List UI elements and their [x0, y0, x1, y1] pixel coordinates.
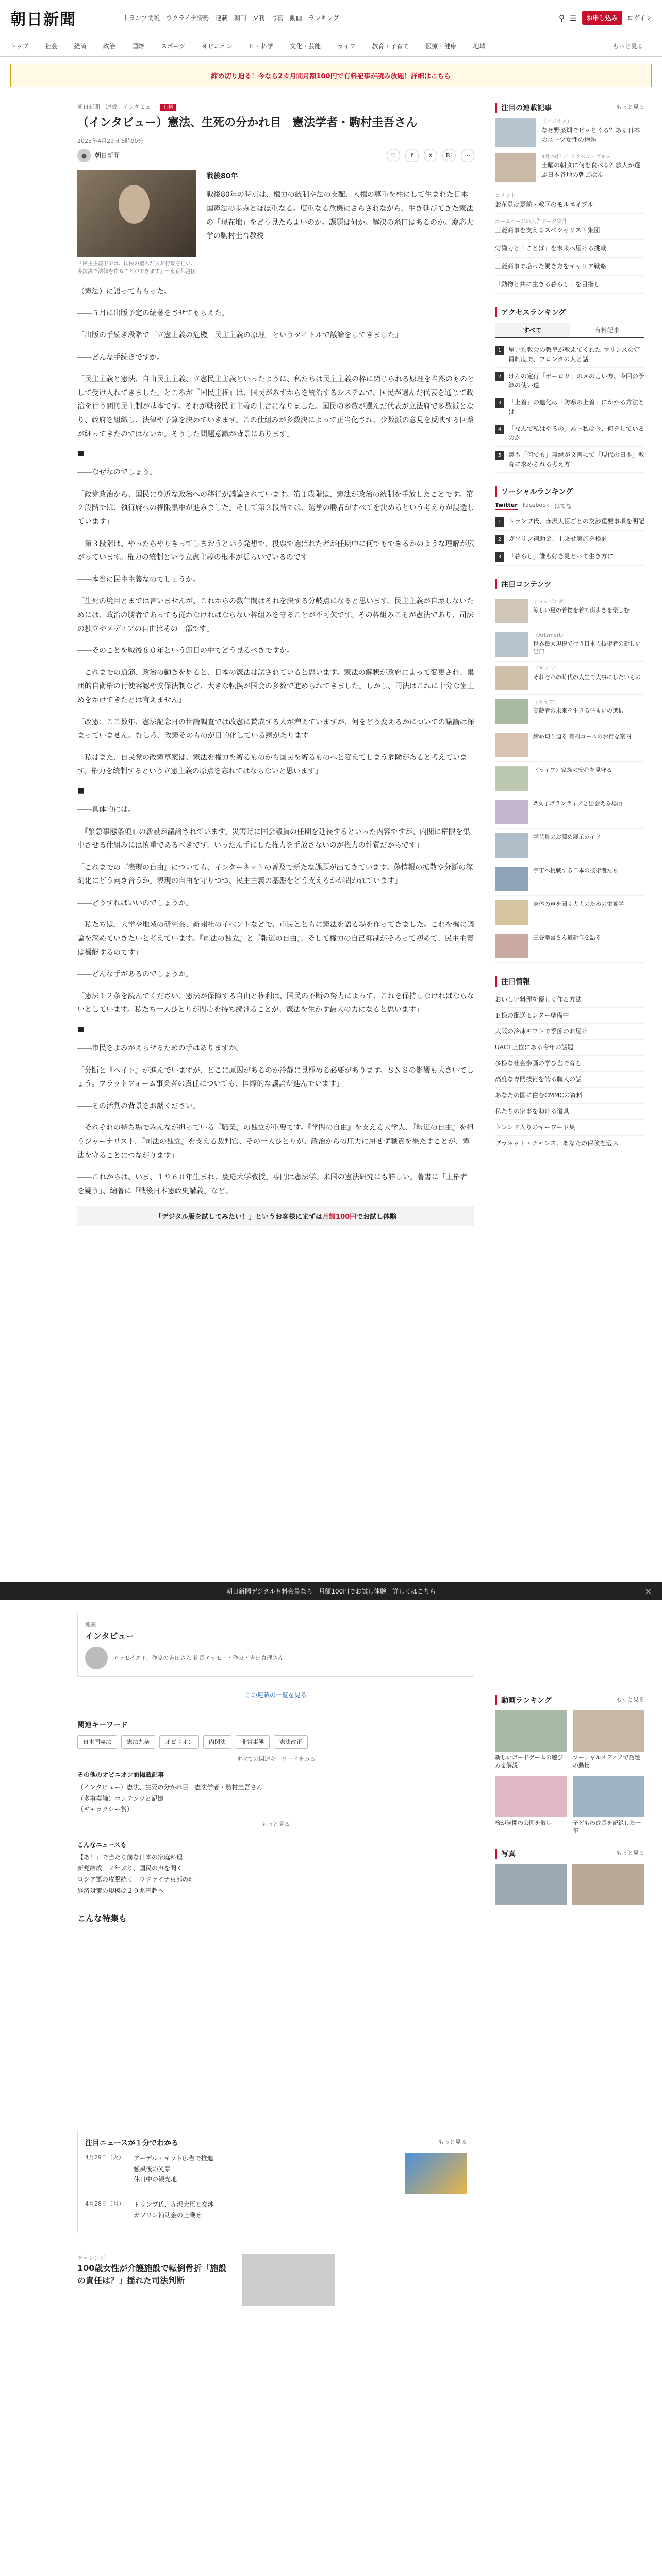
nav-item[interactable]: トップ [10, 43, 29, 50]
content-thumbnail[interactable] [495, 800, 528, 824]
featured-thumbnail[interactable] [495, 118, 536, 147]
content-title[interactable]: 〈ライフ〉家族の安心を見守る [533, 767, 613, 773]
social-item[interactable] [495, 531, 644, 548]
recommend-heading: こんなニュースも [77, 1841, 127, 1849]
content-thumbnail[interactable] [495, 632, 528, 657]
article-paragraph: 「これまでの道筋、政治の動きを見ると、日本の憲法は試されていると思います。憲法の解釈が政府によって変更され、集団的自衛権の行使容認や安保法制など、大きな転換が国会の多数で進められてきました。しかし、司法はこれに十分な歯止めをかけてきたとは言えません」 [77, 668, 474, 704]
notice-item[interactable]: UAC1上位にある今年の話題 [495, 1040, 644, 1056]
notice-item[interactable]: あなたの国に住むCMMCの資料 [495, 1088, 644, 1104]
sidebar-news-item[interactable] [495, 214, 644, 240]
content-thumbnail[interactable] [495, 599, 528, 623]
video-title[interactable]: ソーシャルメディアで話題の動物 [573, 1754, 640, 1769]
header-link[interactable]: トランプ関税 [123, 14, 160, 22]
section-separator: ■ [77, 1025, 85, 1034]
news-day: 4月28日（月） [85, 2200, 124, 2208]
featured-item[interactable] [495, 118, 644, 147]
content-title[interactable]: #女子ボランティアと出会える場所 [533, 800, 623, 807]
news-kicker: コメント [495, 193, 516, 199]
one-minute-news [77, 2130, 474, 2233]
series-author-text: エッセイスト、作家の吉田さん 社長エッセー・作家・吉田真理さん [113, 1655, 284, 1662]
video-ranking [495, 1695, 644, 1835]
video-item[interactable] [573, 1776, 644, 1835]
article-paragraph: ――どんな手続きですか。 [77, 353, 164, 362]
content-title[interactable]: 宇宙へ挑戦する日本の技術者たち [533, 867, 618, 874]
keyword-tag[interactable]: オピニオン [159, 1735, 199, 1749]
keyword-tag[interactable]: 憲法改正 [274, 1735, 308, 1749]
article-paragraph: 「『緊急事態条項』の新設が議論されています。災害時に国会議員の任期を延長するといった内容ですが、内閣に権限を集中させる仕組みには慎重であるべきです。いったん手にした権力を手放さないのが権力の性質だからです」 [77, 827, 470, 850]
trial-ad-text: 「デジタル版を試してみたい！」というお客様にまずは [155, 1213, 323, 1222]
site-logo[interactable]: 朝日新聞 [10, 10, 76, 29]
close-icon[interactable]: × [644, 1586, 652, 1596]
content-thumbnail[interactable] [495, 833, 528, 858]
photo-grid [495, 1864, 644, 1905]
author-avatar: ● [77, 149, 91, 162]
nav-item[interactable]: 医療・健康 [425, 43, 457, 50]
facebook-icon[interactable]: f [405, 149, 419, 162]
rank-title[interactable]: 「なんで私はやるの」あー私は今、何をしているのか [508, 425, 645, 442]
notice-item[interactable]: 大阪の冷凍ギフトで季節のお届け [495, 1024, 644, 1040]
nav-item[interactable]: 社会 [45, 43, 58, 50]
author-row [77, 149, 474, 162]
trial-ad-tail: でお試し体験 [356, 1213, 397, 1222]
notice-item[interactable]: プラネット・チャンス、あなたの保険を選ぶ [495, 1136, 644, 1151]
rank-number: 3 [495, 398, 504, 408]
news-day: 4月29日（火） [85, 2154, 124, 2161]
sidebar-more-link[interactable]: もっと見る [616, 1849, 644, 1856]
sidebar-news-item[interactable] [495, 276, 644, 294]
sidebar-heading-text: 注目の連載記事 [501, 104, 552, 112]
article-kicker: 戦後80年 [206, 172, 238, 180]
tab-all[interactable]: すべて [495, 323, 570, 337]
sidebar-news-item[interactable] [495, 188, 644, 214]
series-author [85, 1647, 467, 1669]
share-buttons [387, 149, 474, 162]
notice-list [495, 976, 644, 1151]
one-minute-title: 注目ニュースが１分でわかる [85, 2139, 179, 2148]
sidebar-more-link[interactable]: もっと見る [616, 104, 644, 110]
nav-item[interactable]: スポーツ [160, 43, 186, 50]
content-item[interactable] [495, 662, 644, 695]
list-item[interactable]: 【あ！」で当たり前な日本の家庭料理 [77, 1853, 183, 1861]
featured-item[interactable] [495, 153, 644, 182]
trial-ad-price: 月額100円 [322, 1213, 357, 1222]
ranking-item[interactable] [495, 368, 644, 394]
rank-number: 1 [495, 346, 504, 355]
article-paragraph: 「分断と『ヘイト』が進んでいますが、どこに原因があるのか冷静に見極める必要があります。ＳＮＳの影響も大きいでしょう。プラットフォーム事業者の責任についても、国際的な議論が進んでいます」 [77, 1066, 474, 1089]
nav-item[interactable]: 国際 [131, 43, 144, 50]
nav-more[interactable]: もっと見る [612, 43, 643, 50]
more-button[interactable]: もっと見る [261, 1820, 290, 1827]
article [77, 103, 474, 1233]
recommend-list [77, 1852, 474, 1896]
news-title[interactable]: 労働力と「ことば」を未来へ届ける挑戦 [495, 245, 607, 252]
rank-title[interactable]: トランプ氏、赤沢大臣ごとの交渉重要事項を明記 [508, 518, 645, 525]
photo-item[interactable] [572, 1864, 644, 1905]
promo-banner[interactable]: 締め切り迫る！今なら2カ月間月額100円で有料記事が読み放題！詳細はこちら [10, 64, 652, 87]
sidebar-heading [495, 579, 644, 589]
news-title[interactable]: 三菱商事を支えるスペシャリスト集団 [495, 227, 600, 234]
photo-thumbnail[interactable] [495, 1864, 567, 1905]
highlight-thumbnail[interactable] [242, 2254, 335, 2306]
article-paragraph: ――どんな手があるのでしょうか。 [77, 970, 193, 979]
content-item[interactable] [495, 728, 644, 762]
video-item[interactable] [495, 1776, 567, 1835]
news-day-row [85, 2153, 467, 2194]
article-title: （インタビュー）憲法、生死の分かれ目 憲法学者・駒村圭吾さん [77, 116, 418, 129]
global-nav [0, 36, 662, 57]
photo-caption: 「民主主義下では、国民の選んだ人が行政を担い、多数決で法律を作ることができます」＝東京都港区 [77, 261, 196, 275]
article-paragraph: 「私たちは、大学や地域の研究会、新聞社のイベントなどで、市民とともに憲法を語る場を作ってきました。これを機に議論を深めていきたいと考えています。『司法の独立』と『報道の自由』、そして権力の自己抑制がそろって初めて、民主主義は機能するのです」 [77, 921, 474, 957]
paid-badge: 有料 [160, 104, 176, 111]
tab-hatena[interactable]: はてな [554, 503, 572, 510]
article-footer [77, 1613, 474, 2306]
keyword-tag[interactable]: 非常事態 [236, 1735, 270, 1749]
article-paragraph: 「私はまた、自民党の改憲草案は、憲法を権力を縛るものから国民を縛るものへと変えてしまう危険があると考えています。権力を統制するという立憲主義の原点を忘れてはならないと思います」 [77, 753, 467, 776]
content-thumbnail[interactable] [495, 666, 528, 690]
rank-number: 2 [495, 535, 504, 544]
rank-number: 3 [495, 552, 504, 562]
sidebar-heading [495, 976, 644, 987]
bookmark-icon[interactable]: ♡ [387, 149, 400, 162]
sidebar-heading-text: 動画ランキング [501, 1697, 552, 1705]
header-link[interactable]: ウクライナ情勢 [166, 14, 209, 22]
article-paragraph: 「憲法１２条を読んでください。憲法が保障する自由と権利は、国民の不断の努力によって、これを保持しなければならないとしています。私たち一人ひとりが関心を持ち続けることが、憲法を生かす最大の力になると思います」 [77, 992, 474, 1014]
content-thumbnail[interactable] [495, 867, 528, 891]
list-item[interactable]: 新党結成 ２年ぶり、国民の声を聞く [77, 1865, 183, 1872]
content-title[interactable]: 三谷幸喜さん最新作を語る [533, 934, 601, 941]
keyword-list [77, 1735, 474, 1749]
header-link[interactable]: 朝刊 [234, 14, 246, 22]
section-separator: ■ [77, 786, 85, 795]
social-item[interactable] [495, 548, 644, 566]
ranking-tabs [495, 323, 644, 338]
featured-series [495, 103, 644, 294]
other-opinion-list [77, 1782, 474, 1816]
x-icon[interactable]: X [424, 149, 437, 162]
photo-item[interactable] [495, 1864, 567, 1905]
article-paragraph: ――その活動の背景をお話ください。 [77, 1101, 200, 1110]
sidebar-heading [495, 103, 644, 113]
sidebar-heading-text: 写真 [501, 1850, 516, 1858]
list-item[interactable]: ロシア軍の攻撃続く ウクライナ東部の町 [77, 1875, 195, 1883]
article-paragraph: 「これまでの『表現の自由』についても、インターネットの普及で新たな課題が出てきています。偽情報の拡散や分断の深刻化にどう向き合うか。表現の自由を守りつつ、民主主義の基盤をどう支えるかが問われています」 [77, 863, 473, 886]
news-thumbnail[interactable] [405, 2153, 467, 2194]
tab-facebook[interactable]: Facebook [522, 502, 550, 509]
content-item[interactable] [495, 762, 644, 795]
article-paragraph: ――なぜなのでしょう。 [77, 468, 157, 477]
author-name: 朝日新聞 [95, 152, 120, 160]
series-box [77, 1613, 474, 1677]
list-item[interactable]: 経済対策の規模は２０兆円超へ [77, 1887, 164, 1894]
ranking-item[interactable] [495, 394, 644, 420]
news-title[interactable]: 「動物と共に生きる暮らし」を目指し [495, 281, 601, 288]
all-keywords-link[interactable]: すべての関連キーワードをみる [236, 1756, 316, 1762]
list-item[interactable]: トランプ氏、赤沢大臣と交渉 [134, 2201, 214, 2209]
trial-ad[interactable] [77, 1206, 474, 1226]
header-link[interactable]: ランキング [308, 14, 339, 22]
nav-item[interactable]: ライフ [337, 43, 356, 50]
article-paragraph: ――どうすればいいのでしょうか。 [77, 899, 193, 907]
article-paragraph: 「政党政治から、国民に身近な政治への移行が議論されています。第１段階は、憲法が政治の統制を手放したことです。第２段階では、執行府への権限集中が進みました。そして第３段階では、選挙の勝者がすべてを決めるという考え方が浸透しています」 [77, 490, 474, 527]
one-minute-more[interactable]: もっと見る [438, 2139, 467, 2146]
nav-item[interactable]: 経済 [74, 43, 87, 50]
sidebar-news-item[interactable] [495, 240, 644, 258]
section-separator: ■ [77, 449, 85, 458]
featured-title[interactable]: なぜ野菜畑でピッとくる？ある日本のスーツ女性の物語 [541, 127, 640, 143]
content-kicker: ショッピング [533, 599, 564, 605]
content-kicker: 〈Artsmart〉 [533, 633, 566, 638]
featured-kicker: 4月28日 ／ トラベル・グルメ [541, 154, 611, 160]
sidebar-heading [495, 1695, 644, 1705]
content-title[interactable]: 世界最大規模で行う日本人技術者の新しい出口 [533, 640, 641, 655]
video-thumbnail[interactable] [495, 1776, 567, 1817]
video-title[interactable]: 桜が満開の公園を散歩 [495, 1819, 552, 1826]
video-thumbnail[interactable] [573, 1776, 644, 1817]
news-day-row [85, 2199, 467, 2221]
sidebar-more-link[interactable]: もっと見る [616, 1696, 644, 1703]
list-item[interactable]: ガソリン補助金の上乗せ [134, 2211, 202, 2219]
article-paragraph: 「出版の手続き段階で『立憲主義の危機』民主主義の原理』というタイトルで議論をしてきました」 [77, 331, 402, 340]
content-item[interactable] [495, 862, 644, 896]
article-paragraph: 「それぞれの持ち場でみんなが担っている『職業』の独立が重要です。『学問の自由』を支える大学人、『報道の自由』を担うジャーナリスト、『司法の独立』を支える裁判官、その一人ひとりが、政治からの圧力に屈せず職責を果たすことが、憲法を守ることにつながります」 [77, 1124, 474, 1160]
list-item[interactable]: 強風後の光景 [134, 2165, 171, 2173]
rank-title[interactable]: 届いた教会の教皇が教えてくれた マリンスの定員制度で、フロンタの人と話 [508, 346, 640, 363]
video-thumbnail[interactable] [573, 1710, 644, 1752]
notice-item[interactable]: トレンド入りのキーワード集 [495, 1120, 644, 1136]
rank-number: 1 [495, 517, 504, 527]
article-photo[interactable] [77, 170, 196, 276]
subscribe-button[interactable]: お申し込み [582, 11, 622, 25]
nav-item[interactable]: オピニオン [202, 43, 233, 50]
content-kicker: 〈ギフト〉 [533, 666, 559, 672]
content-kicker: 〈ライフ〉 [533, 700, 559, 705]
sidebar-heading-text: 注目コンテンツ [501, 581, 552, 589]
content-item[interactable] [495, 595, 644, 628]
series-title[interactable]: インタビュー [85, 1631, 135, 1641]
highlight-kicker: チャレンジ [77, 2254, 106, 2261]
special-heading: こんな特集も [77, 1913, 127, 1924]
article-paragraph: ――本当に民主主義なのでしょうか。 [77, 575, 200, 584]
header-links [123, 13, 339, 22]
content-thumbnail[interactable] [495, 699, 528, 724]
content-item[interactable] [495, 628, 644, 662]
highlight-article[interactable] [77, 2254, 474, 2306]
article-paragraph: 「改憲：ここ数年、憲法記念日の世論調査では改憲に賛成する人が増えていますが、何をどう変えるかについての議論は深まっていません。むしろ、改憲そのものが目的化している感があります」 [77, 718, 474, 740]
content-title[interactable]: 締め切り迫る 有料コースのお得な案内 [533, 733, 631, 740]
highlight-title[interactable]: 100歳女性が介護施設で転倒骨折「施設の責任は？」揺れた司法判断 [77, 2263, 227, 2286]
article-paragraph: （憲法）に語ってもらった。 [77, 287, 171, 296]
series-list-link[interactable]: この連載の一覧を見る [244, 1691, 307, 1699]
featured-contents [495, 579, 644, 963]
content-item[interactable] [495, 829, 644, 862]
news-kicker: ホームページの広告データ集計 [495, 219, 567, 225]
video-title[interactable]: 新しいボードゲームの遊び方を解説 [495, 1754, 563, 1769]
content-thumbnail[interactable] [495, 766, 528, 791]
featured-title[interactable]: 土曜の朝食に何を食べる？旅人が選ぶ日本各地の朝ごはん [541, 162, 641, 178]
site-header [0, 0, 662, 36]
list-item[interactable]: （ギャラクシー賞） [77, 1806, 134, 1814]
ranking-item[interactable] [495, 342, 644, 368]
social-tabs [495, 502, 644, 510]
header-link[interactable]: 動画 [289, 14, 302, 22]
content-thumbnail[interactable] [495, 900, 528, 925]
news-title[interactable]: 三菱商事で培った働き方をキャリア戦略 [495, 263, 607, 270]
content-title[interactable]: 涼しい夏の着物を着て街歩きを楽しむ [533, 606, 630, 614]
nav-item[interactable]: IT・科学 [249, 43, 274, 50]
photo-thumbnail[interactable] [572, 1864, 644, 1905]
rank-title[interactable]: 「上着」の進化は「防寒の上着」にかかる方法とは [508, 399, 645, 415]
content-title[interactable]: 身体の声を聞く大人のための栄養学 [533, 901, 624, 907]
series-author-avatar [85, 1647, 108, 1669]
rank-number: 5 [495, 451, 504, 460]
photo-section [495, 1849, 644, 1905]
hatena-icon[interactable]: B! [442, 149, 456, 162]
header-link[interactable]: 連載 [215, 14, 228, 22]
article-paragraph: ――５月に出版予定の編著をさせてもらえた。 [77, 309, 229, 318]
rank-number: 4 [495, 425, 504, 434]
rank-number: 2 [495, 372, 504, 381]
nav-item[interactable]: 政治 [103, 43, 115, 50]
article-paragraph: ――市民をよみがえらせるための手はありますか。 [77, 1044, 243, 1053]
breadcrumb-text[interactable]: 朝日新聞 連載 インタビュー [77, 104, 157, 110]
video-item[interactable] [573, 1710, 644, 1770]
lead-section [77, 170, 474, 276]
ranking-item[interactable] [495, 447, 644, 473]
sidebar-heading [495, 307, 644, 317]
video-title[interactable]: 子どもの成長を記録した一年 [573, 1819, 641, 1835]
content-item[interactable] [495, 929, 644, 963]
nav-item[interactable]: 地域 [473, 43, 486, 50]
keyword-tag[interactable]: 日本国憲法 [77, 1735, 117, 1749]
sidebar-heading [495, 1849, 644, 1859]
list-item[interactable]: アーデル・キット広告で推進 [134, 2155, 213, 2162]
featured-kicker: （ビジネス） [541, 119, 572, 125]
social-item[interactable] [495, 513, 644, 531]
breadcrumb [77, 103, 474, 111]
more-share-icon[interactable]: ⋯ [461, 149, 474, 162]
other-opinion-heading: その他のオピニオン面掲載記事 [77, 1771, 164, 1778]
tab-twitter[interactable]: Twitter [495, 502, 518, 510]
content-item[interactable] [495, 795, 644, 829]
menu-icon[interactable]: ☰ [570, 13, 577, 23]
content-thumbnail[interactable] [495, 934, 528, 958]
notice-item[interactable]: 多様な社会参画の学び舎で育む [495, 1056, 644, 1072]
rank-title[interactable]: けんの定行「ボーロリ」のメの言い方、今回の予算の使い道 [508, 372, 645, 389]
video-thumbnail[interactable] [495, 1710, 567, 1752]
content-item[interactable] [495, 896, 644, 929]
article-paragraph: ――これからは、いま、１９６０年生まれ、慶応大学教授。専門は憲法学。米国の憲法研究にも詳しい。著書に「主権者を疑う」、編著に「戦後日本憲政史講義」など。 [77, 1173, 468, 1195]
subscription-bar[interactable] [0, 1582, 662, 1600]
portrait-image[interactable] [77, 170, 196, 257]
notice-item[interactable]: 私たちの家事を助ける道具 [495, 1104, 644, 1120]
content-title[interactable]: 学芸員のお薦め展示ガイド [533, 834, 601, 840]
article-paragraph: 「生死の境目とまでは言いませんが、これからの数年間はそれを決する分岐点になると思います。民主主義が自壊しないためには、政治の勝者であっても従わなければならない枠組みを守ることが不可欠です。その枠組みこそが憲法であり、司法の独立やメディアの自由はその一部です」 [77, 597, 474, 633]
notice-item[interactable]: Ｅ様の配送センター準備中 [495, 1008, 644, 1024]
login-button[interactable]: ログイン [627, 14, 652, 22]
sidebar-news-item[interactable] [495, 258, 644, 276]
list-item[interactable]: （インタビュー）憲法、生死の分かれ目 憲法学者・駒村圭吾さん [77, 1784, 263, 1791]
nav-item[interactable]: 教育・子育て [372, 43, 409, 50]
series-label: 連載 [85, 1621, 96, 1628]
content-title[interactable]: それぞれの時代の人生で大事にしたいもの [533, 673, 641, 681]
keyword-tag[interactable]: 内閣法 [203, 1735, 231, 1749]
article-paragraph: ――そのことを戦後８０年という節目の中でどう見るべきですか。 [77, 647, 294, 655]
search-icon[interactable]: ⚲ [559, 13, 565, 23]
keyword-tag[interactable]: 憲法九条 [121, 1735, 155, 1749]
nav-item[interactable]: 文化・芸能 [290, 43, 321, 50]
list-item[interactable]: （多事奏論）コンテンツと記憶 [77, 1794, 164, 1802]
notice-item[interactable]: 高度な専門技術を誇る職人の話 [495, 1072, 644, 1088]
subscription-bar-text[interactable]: 朝日新聞デジタル有料会員なら 月額100円でお試し体験 詳しくはこちら [226, 1587, 436, 1595]
sidebar-heading-text: 注目情報 [501, 978, 530, 986]
rank-title[interactable]: 裏も「何でも」無縁が文書にて「現代の日本」教育に求められる考え方 [508, 451, 645, 468]
header-link[interactable]: 夕刊 [252, 14, 265, 22]
article-paragraph: 「第３段階は、やったらやりきってしまおうという発想で、投票で選ばれた者が任期中に何でもできるかのような理解が広がっています。権力の統制という立憲主義の根本が揺らいでいるのです」 [77, 539, 474, 562]
content-item[interactable] [495, 695, 644, 728]
list-item[interactable]: 休日中の観光地 [134, 2175, 177, 2183]
article-date: 2025年4月29日 5時00分 [77, 137, 144, 144]
tab-paid[interactable]: 有料記事 [594, 327, 620, 334]
video-item[interactable] [495, 1710, 567, 1770]
one-minute-heading [85, 2138, 467, 2148]
header-link[interactable]: 写真 [271, 14, 284, 22]
sidebar-heading-text: ソーシャルランキング [501, 488, 573, 496]
article-paragraph: 「民主主義と憲法、自由民主主義、立憲民主主義といったように、私たちは民主主義の枠に閉じられる原理を当然のものとして受け入れてきました。ところが『国民主権』は、国民がみずからを統治するシステムで、国民が選んだ代表を通じて政治を行う間接民主制が基本です。それが戦後民主主義の土台になりました。国民の多数が選んだ代表が立法府で多数派となり、政府を組織し、法律や予算を決めていきます。この仕組みが多数決によって正当化され、少数派の意見を反映する回路が細ってきたのではないか。そうした問題意識が背景にあります」 [77, 375, 474, 438]
article-paragraph: 戦後80年の時点は、権力の統制や法の支配、人権の尊重を柱にして生まれた日本国憲法の歩みとほぼ重なる。度重なる危機にさらされながら、生き延びてきた憲法の「現在地」をどう見たらよいのか。課題は何か。解決の糸口はあるのか。慶応大学の駒村圭吾教授 [206, 191, 473, 241]
ranking-item[interactable] [495, 420, 644, 447]
keywords-heading: 関連キーワード [77, 1721, 128, 1730]
sidebar [495, 103, 644, 1233]
rank-title[interactable]: 「暮らし」誰も好き見とって生き方に [508, 553, 614, 560]
social-ranking [495, 486, 644, 566]
sidebar-heading-text: アクセスランキング [501, 309, 566, 317]
article-paragraph: ――具体的には。 [77, 805, 135, 814]
news-title[interactable]: お花見は夏前・教区のモルエイプル [495, 201, 594, 208]
rank-title[interactable]: ガソリン補助金、上乗せ実施を検討 [508, 535, 608, 543]
sidebar-heading [495, 486, 644, 497]
video-grid [495, 1710, 644, 1835]
access-ranking [495, 307, 644, 473]
content-title[interactable]: 高齢者の未来を生きる住まいの選択 [533, 707, 624, 714]
lead-text [206, 170, 474, 276]
sidebar-lower [495, 1695, 644, 1919]
featured-thumbnail[interactable] [495, 153, 536, 182]
content-thumbnail[interactable] [495, 733, 528, 757]
header-actions [559, 11, 652, 25]
notice-item[interactable]: おいしい料理を優しく作る方法 [495, 992, 644, 1008]
